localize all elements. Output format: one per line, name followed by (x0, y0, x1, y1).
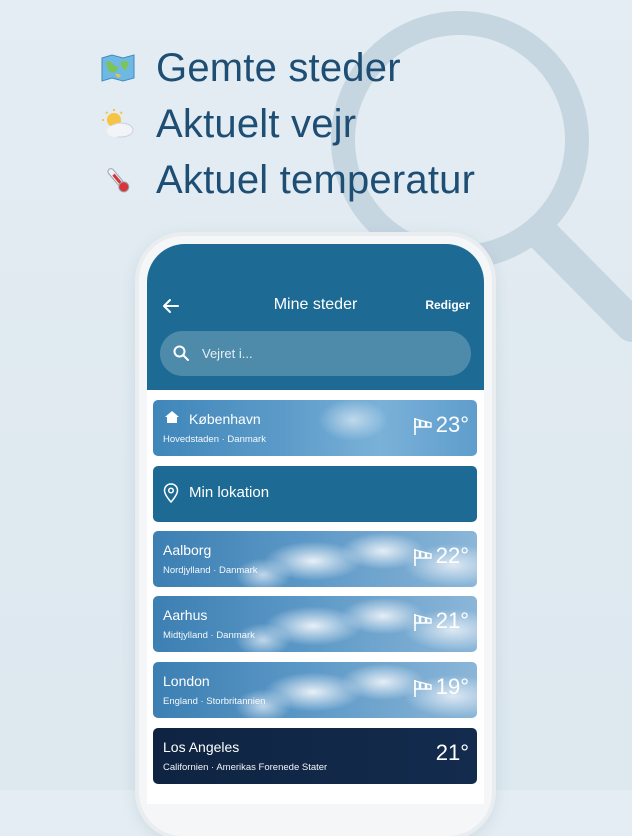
search-icon (172, 344, 190, 362)
search-bar[interactable] (160, 331, 471, 376)
sun-behind-cloud-icon (100, 106, 136, 142)
page-title: Mine steder (273, 296, 358, 313)
place-temperature: 23° (435, 412, 469, 437)
place-name: Los Angeles (163, 739, 240, 755)
place-temperature: 21° (435, 608, 469, 633)
place-subtitle: Californien · Amerikas Forenede Stater (163, 762, 328, 773)
my-location-label: Min lokation (189, 484, 270, 501)
place-subtitle: Hovedstaden · Danmark (163, 434, 266, 445)
feature-text: Aktuelt vejr (156, 101, 357, 146)
map-icon (100, 50, 136, 86)
windsock-icon (413, 547, 433, 567)
place-card-kobenhavn[interactable] (153, 400, 477, 456)
place-temperature: 22° (435, 543, 469, 568)
location-pin-icon (163, 483, 179, 503)
place-card-london[interactable] (153, 662, 477, 718)
feature-list (100, 40, 475, 208)
windsock-icon (413, 678, 433, 698)
phone-screen (147, 244, 484, 804)
place-name: Aarhus (163, 607, 208, 623)
place-name: London (163, 673, 210, 689)
place-card-aarhus[interactable] (153, 596, 477, 652)
home-icon (164, 410, 180, 424)
place-temperature: 19° (435, 674, 469, 699)
app-header (147, 244, 484, 390)
edit-button[interactable]: Rediger (425, 298, 470, 312)
place-subtitle: England · Storbritannien (163, 696, 266, 707)
feature-item (100, 96, 475, 152)
place-card-aalborg[interactable] (153, 531, 477, 587)
place-temperature: 21° (435, 740, 469, 765)
place-subtitle: Nordjylland · Danmark (163, 565, 258, 576)
feature-text: Aktuel temperatur (156, 157, 476, 202)
my-location-card[interactable] (153, 466, 477, 522)
place-card-los-angeles[interactable] (153, 728, 477, 784)
feature-text: Gemte steder (156, 45, 401, 90)
thermometer-icon (100, 162, 136, 198)
windsock-icon (413, 612, 433, 632)
feature-item (100, 152, 475, 208)
place-name: København (189, 411, 261, 427)
feature-item (100, 40, 475, 96)
place-name: Aalborg (163, 542, 212, 558)
windsock-icon (413, 416, 433, 436)
place-subtitle: Midtjylland · Danmark (163, 630, 255, 641)
search-input[interactable] (202, 343, 452, 363)
